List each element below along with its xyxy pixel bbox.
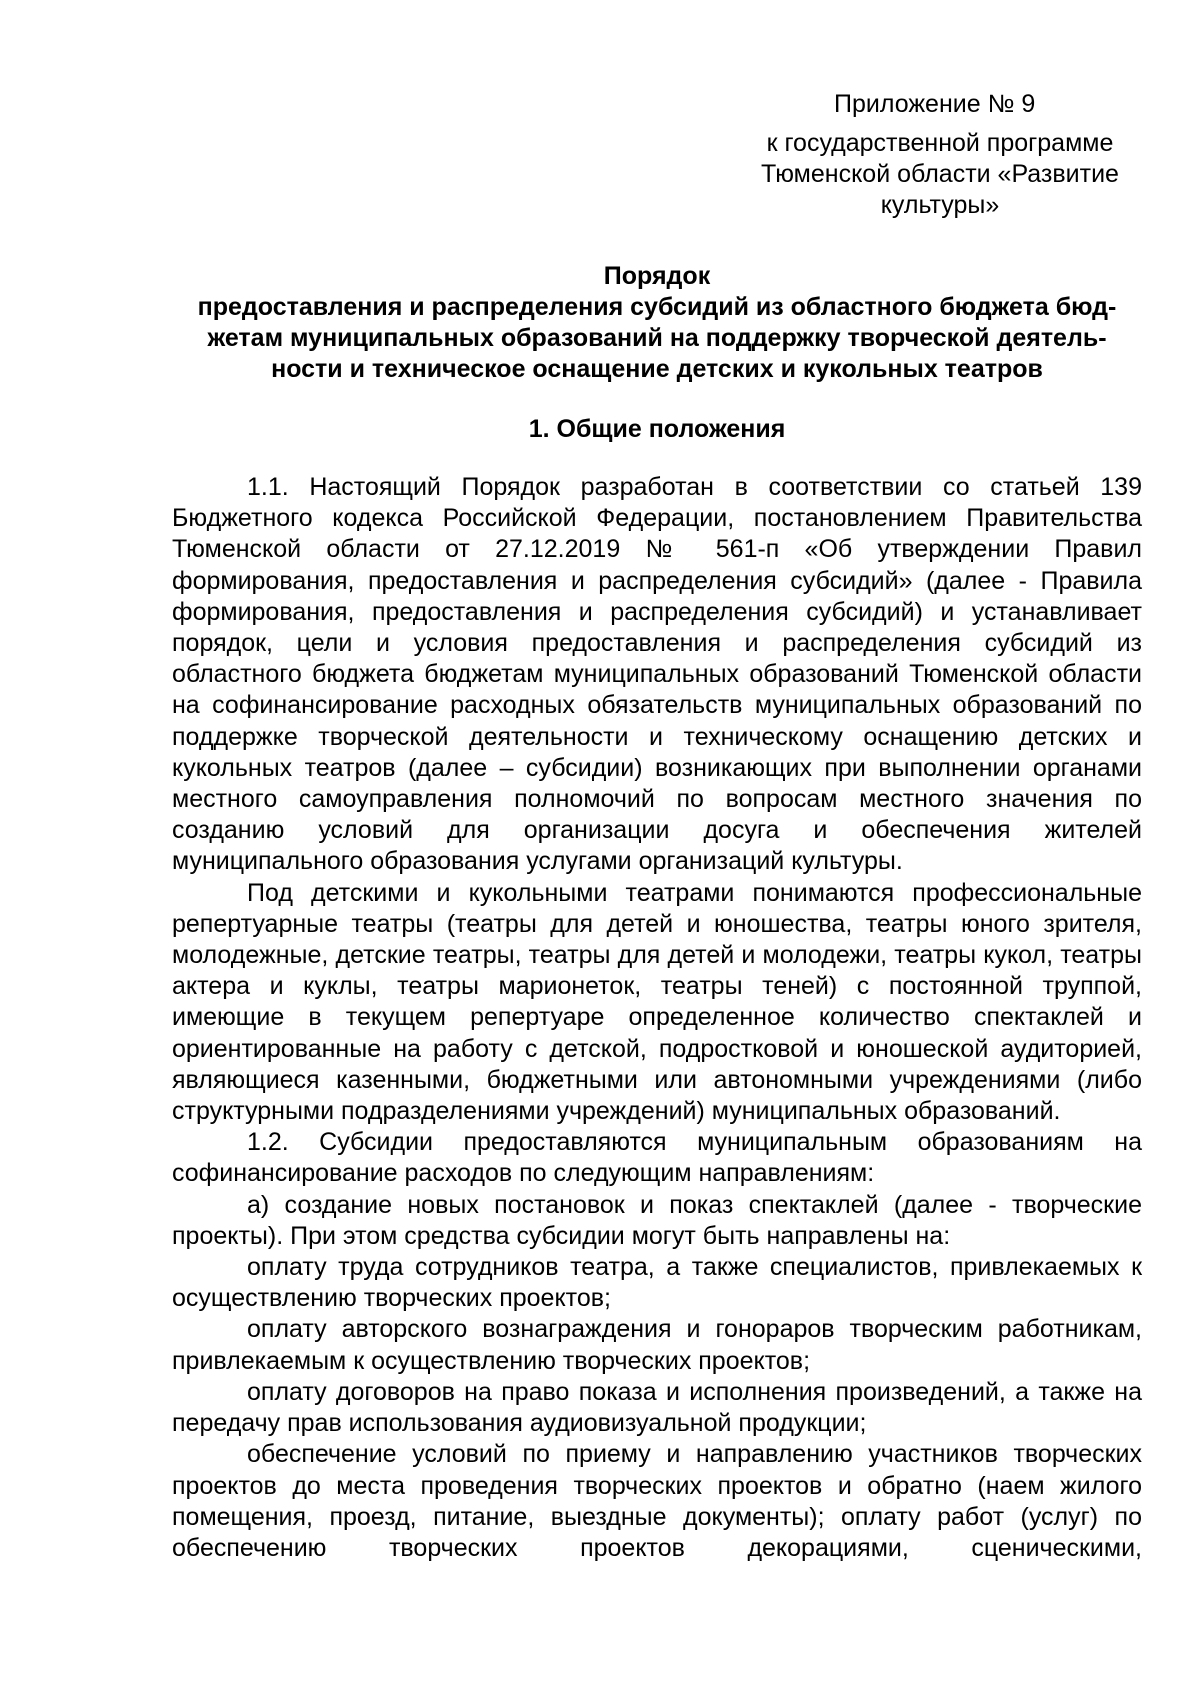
section-heading: 1. Общие положения (528, 415, 786, 443)
appendix-number: Приложение № 9 (834, 90, 1036, 118)
paragraph-staff-pay: оплату труда сотрудников театра, а также специалистов, привлекаемых к осуществлению творческих проектов; (172, 1253, 1142, 1313)
title-line: предоставления и распределения субсидий из областного бюджета бюд- (197, 293, 1117, 321)
paragraph-1-1: 1.1. Настоящий Порядок разработан в соответствии со статьей 139 Бюджетного кодекса Российской Федерации, постановлением Правительства Тюменской области от 27.12.2019 № 561-п «Об утверждении Правил формирования, предоставления и распределения субсидий» (далее - Правила формирования, предоставления и распределения субсидий) и устанавливает порядок, цели и условия предоставления и распределения субсидий из областного бюджета бюджетам муниципальных образований Тюменской области на софинансирование расходных обязательств муниципальных образований по поддержке творческой деятельности и техническому оснащению детских и кукольных театров (далее – субсидии) возникающих при выполнении органами местного самоуправления полномочий по вопросам местного значения по созданию условий для организации досуга и обеспечения жителей муниципального образования услугами организаций культуры. (172, 473, 1142, 876)
document-title (172, 261, 1142, 385)
paragraph-author-fees: оплату авторского вознаграждения и гонораров творческим работникам, привлекаемым к осуществлению творческих проектов; (172, 1315, 1142, 1375)
section-body (172, 472, 1142, 1564)
paragraph-travel-conditions: обеспечение условий по приему и направлению участников творческих проектов до места проведения творческих проектов и обратно (наем жилого помещения, проезд, питание, выездные документы); оплату работ (услуг) по обеспечению творческих проектов декорациями, сценическими, (172, 1440, 1142, 1562)
title-line: Порядок (603, 262, 711, 290)
paragraph-theatres-definition: Под детскими и кукольными театрами понимаются профессиональные репертуарные театры (театры для детей и юношества, театры юного зрителя, молодежные, детские театры, театры для детей и молодежи, театры кукол, театры актера и куклы, театры марионеток, театры теней) с постоянной труппой, имеющие в текущем репертуаре определенное количество спектаклей и ориентированные на работу с детской, подростковой и юношеской аудиторией, являющиеся казенными, бюджетными или автономными учреждениями (либо структурными подразделениями учреждений) муниципальных образований. (172, 878, 1142, 1126)
paragraph-rights-contracts: оплату договоров на право показа и исполнения произведений, а также на передачу прав использования аудиовизуальной продукции; (172, 1377, 1142, 1438)
title-line: жетам муниципальных образований на поддержку творческой деятель- (207, 324, 1107, 352)
paragraph-item-a: а) создание новых постановок и показ спектаклей (далее - творческие проекты). При этом средства субсидии могут быть направлены на: (172, 1190, 1142, 1250)
paragraph-1-2: 1.2. Субсидии предоставляются муниципальным образованиям на софинансирование расходов по следующим направлениям: (172, 1128, 1142, 1188)
appendix-caption: к государственной программе Тюменской области «Развитие культуры» (761, 129, 1119, 219)
title-line: ности и техническое оснащение детских и кукольных театров (271, 355, 1043, 383)
